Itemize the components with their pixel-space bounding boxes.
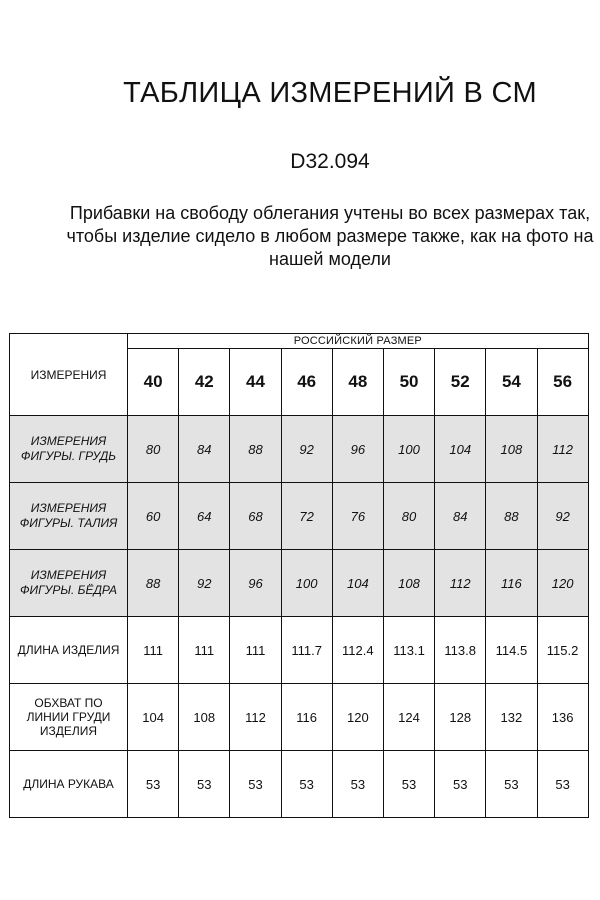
table-cell: 96 xyxy=(230,550,281,617)
table-cell: 113.1 xyxy=(383,617,434,684)
table-cell: 53 xyxy=(435,751,486,818)
article-number: D32.094 xyxy=(290,150,370,173)
table-cell: 88 xyxy=(230,416,281,483)
row-label xyxy=(10,684,128,751)
table-cell: 53 xyxy=(179,751,230,818)
row-label-line: ИЗДЕЛИЯ xyxy=(39,724,98,738)
size-header-cell: 44 xyxy=(230,349,281,416)
table-cell: 114.5 xyxy=(486,617,537,684)
table-cell: 64 xyxy=(179,483,230,550)
table-cell: 115.2 xyxy=(537,617,588,684)
fit-note xyxy=(0,202,600,271)
table-cell: 116 xyxy=(486,550,537,617)
table-row-waist xyxy=(10,483,589,550)
row-label-line: ЛИНИИ ГРУДИ xyxy=(26,710,111,724)
table-row-sleeve-length xyxy=(10,751,589,818)
table-cell: 53 xyxy=(383,751,434,818)
row-label-line: ИЗМЕРЕНИЯ xyxy=(30,434,107,448)
row-label xyxy=(10,483,128,550)
row-label-line: ФИГУРЫ. ГРУДЬ xyxy=(20,449,117,463)
table-cell: 112.4 xyxy=(332,617,383,684)
table-cell: 108 xyxy=(179,684,230,751)
row-label xyxy=(10,550,128,617)
row-label-line: ОБХВАТ ПО xyxy=(34,696,103,710)
table-cell: 76 xyxy=(332,483,383,550)
table-row-hips xyxy=(10,550,589,617)
table-cell: 116 xyxy=(281,684,332,751)
table-cell: 112 xyxy=(435,550,486,617)
table-cell: 104 xyxy=(128,684,179,751)
size-header-cell: 56 xyxy=(537,349,588,416)
size-header-cell: 40 xyxy=(128,349,179,416)
row-label xyxy=(10,617,128,684)
row-label-line: ФИГУРЫ. ТАЛИЯ xyxy=(19,516,118,530)
row-label-line: ИЗМЕРЕНИЯ xyxy=(30,501,107,515)
table-cell: 72 xyxy=(281,483,332,550)
table-cell: 108 xyxy=(383,550,434,617)
table-cell: 53 xyxy=(486,751,537,818)
table-cell: 53 xyxy=(281,751,332,818)
measurements-header: ИЗМЕРЕНИЯ xyxy=(10,334,128,416)
table-cell: 53 xyxy=(537,751,588,818)
table-cell: 120 xyxy=(537,550,588,617)
table-cell: 53 xyxy=(332,751,383,818)
table-cell: 108 xyxy=(486,416,537,483)
table-cell: 111 xyxy=(128,617,179,684)
table-cell: 84 xyxy=(435,483,486,550)
table-cell: 68 xyxy=(230,483,281,550)
table-cell: 88 xyxy=(128,550,179,617)
size-header-cell: 52 xyxy=(435,349,486,416)
fit-note-line: нашей модели xyxy=(269,249,391,269)
table-cell: 100 xyxy=(281,550,332,617)
table-cell: 96 xyxy=(332,416,383,483)
table-cell: 111 xyxy=(179,617,230,684)
size-header-cell: 48 xyxy=(332,349,383,416)
size-header-cell: 46 xyxy=(281,349,332,416)
table-cell: 111.7 xyxy=(281,617,332,684)
size-header-cell: 54 xyxy=(486,349,537,416)
table-cell: 53 xyxy=(230,751,281,818)
table-cell: 80 xyxy=(383,483,434,550)
row-label-line: ДЛИНА РУКАВА xyxy=(23,777,114,791)
table-cell: 53 xyxy=(128,751,179,818)
table-cell: 100 xyxy=(383,416,434,483)
table-cell: 112 xyxy=(230,684,281,751)
table-cell: 128 xyxy=(435,684,486,751)
table-cell: 92 xyxy=(281,416,332,483)
page-title: ТАБЛИЦА ИЗМЕРЕНИЙ В СМ xyxy=(123,77,537,109)
table-cell: 136 xyxy=(537,684,588,751)
table-row-garment-bust xyxy=(10,684,589,751)
table-cell: 84 xyxy=(179,416,230,483)
row-label xyxy=(10,751,128,818)
table-cell: 92 xyxy=(537,483,588,550)
table-cell: 80 xyxy=(128,416,179,483)
size-table xyxy=(9,333,589,818)
size-header-cell: 42 xyxy=(179,349,230,416)
table-cell: 120 xyxy=(332,684,383,751)
table-row-garment-length xyxy=(10,617,589,684)
table-cell: 132 xyxy=(486,684,537,751)
fit-note-line: Прибавки на свободу облегания учтены во всех размерах так, xyxy=(69,203,591,223)
russian-size-caption: РОССИЙСКИЙ РАЗМЕР xyxy=(128,334,589,349)
row-label xyxy=(10,416,128,483)
row-label-line: ФИГУРЫ. БЁДРА xyxy=(20,583,117,597)
table-row-bust xyxy=(10,416,589,483)
table-cell: 92 xyxy=(179,550,230,617)
table-cell: 104 xyxy=(332,550,383,617)
table-cell: 113.8 xyxy=(435,617,486,684)
table-cell: 88 xyxy=(486,483,537,550)
table-cell: 111 xyxy=(230,617,281,684)
table-cell: 104 xyxy=(435,416,486,483)
size-header-cell: 50 xyxy=(383,349,434,416)
table-cell: 60 xyxy=(128,483,179,550)
fit-note-line: чтобы изделие сидело в любом размере также, как на фото на xyxy=(66,226,594,246)
row-label-line: ДЛИНА ИЗДЕЛИЯ xyxy=(17,643,120,657)
table-cell: 124 xyxy=(383,684,434,751)
table-cell: 112 xyxy=(537,416,588,483)
row-label-line: ИЗМЕРЕНИЯ xyxy=(30,568,107,582)
